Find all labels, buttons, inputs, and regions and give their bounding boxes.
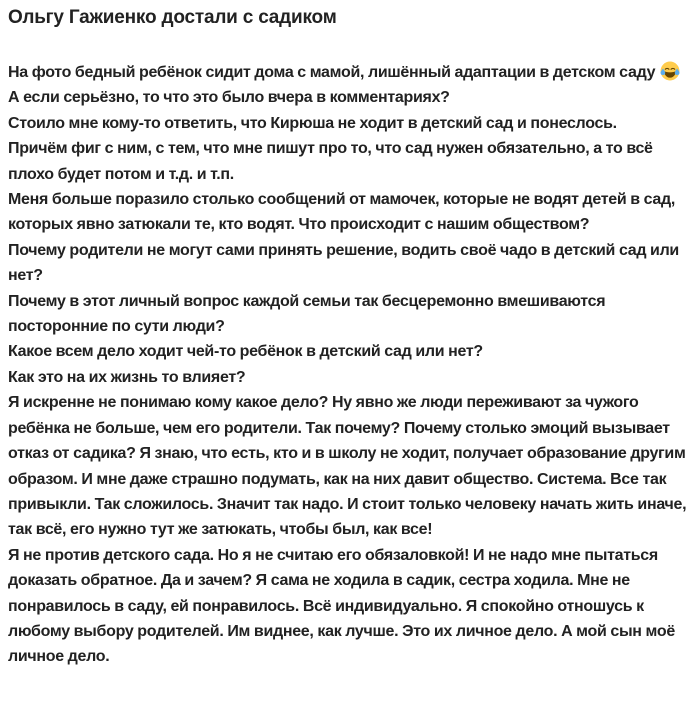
post-paragraph	[8, 85, 691, 110]
paragraph-text: Какое всем дело ходит чей-то ребёнок в детский сад или нет?	[8, 343, 483, 361]
post-paragraph	[8, 390, 691, 542]
face-with-tears-of-joy-emoji-icon	[660, 61, 680, 81]
post-title: Ольгу Гажиенко достали с садиком	[8, 7, 337, 28]
post-paragraph	[8, 187, 691, 238]
paragraph-text: Причём фиг с ним, с тем, что мне пишут про то, что сад нужен обязательно, а то всё плохо будет потом и т.д. и т.п.	[8, 140, 653, 183]
paragraph-text: Меня больше поразило столько сообщений от мамочек, которые не водят детей в сад, которых явно затюкали те, кто водят. Что происходит с нашим обществом?	[8, 191, 676, 234]
post-paragraph	[8, 136, 691, 187]
post-paragraph	[8, 60, 691, 85]
post-paragraph	[8, 365, 691, 390]
paragraph-text: Почему в этот личный вопрос каждой семьи так бесцеремонно вмешиваются посторонние по сути люди?	[8, 292, 606, 336]
post-body	[8, 60, 691, 670]
paragraph-text: А если серьёзно, то что это было вчера в комментариях?	[8, 89, 450, 107]
post-paragraph	[8, 111, 691, 136]
post-paragraph	[8, 289, 691, 340]
paragraph-text: Стоило мне кому-то ответить, что Кирюша не ходит в детский сад и понеслось.	[8, 114, 617, 132]
post-paragraph	[8, 543, 691, 670]
paragraph-text: Я не против детского сада. Но я не считаю его обязаловкой! И не надо мне пытаться доказать обратное. Да и зачем? Я сама не ходила в садик, сестра ходила. Мне не понравилось в саду, ей понравилось. Всё индивидуально. Я спокойно отношусь к любому выбору родителей. Им виднее, как лучше. Это их личное дело. А мой сын моё личное дело.	[8, 546, 675, 666]
paragraph-text: Как это на их жизнь то влияет?	[8, 368, 246, 386]
post-paragraph	[8, 238, 691, 289]
paragraph-text: Почему родители не могут сами принять решение, водить своё чадо в детский сад или нет?	[8, 241, 679, 285]
paragraph-text: На фото бедный ребёнок сидит дома с мамой, лишённый адаптации в детском саду	[8, 64, 656, 81]
paragraph-text: Я искренне не понимаю кому какое дело? Ну явно же люди переживают за чужого ребёнка не больше, чем его родители. Так почему? Почему столько эмоций вызывает отказ от садика? Я знаю, что есть, кто и в школу не ходит, получает образование другим образом. И мне даже страшно подумать, как на них давит общество. Система. Все так привыкли. Так сложилось. Значит так надо. И стоит только человеку начать жить иначе, так всё, его нужно тут же затюкать, чтобы был, как все!	[8, 394, 687, 539]
post-paragraph	[8, 339, 691, 364]
